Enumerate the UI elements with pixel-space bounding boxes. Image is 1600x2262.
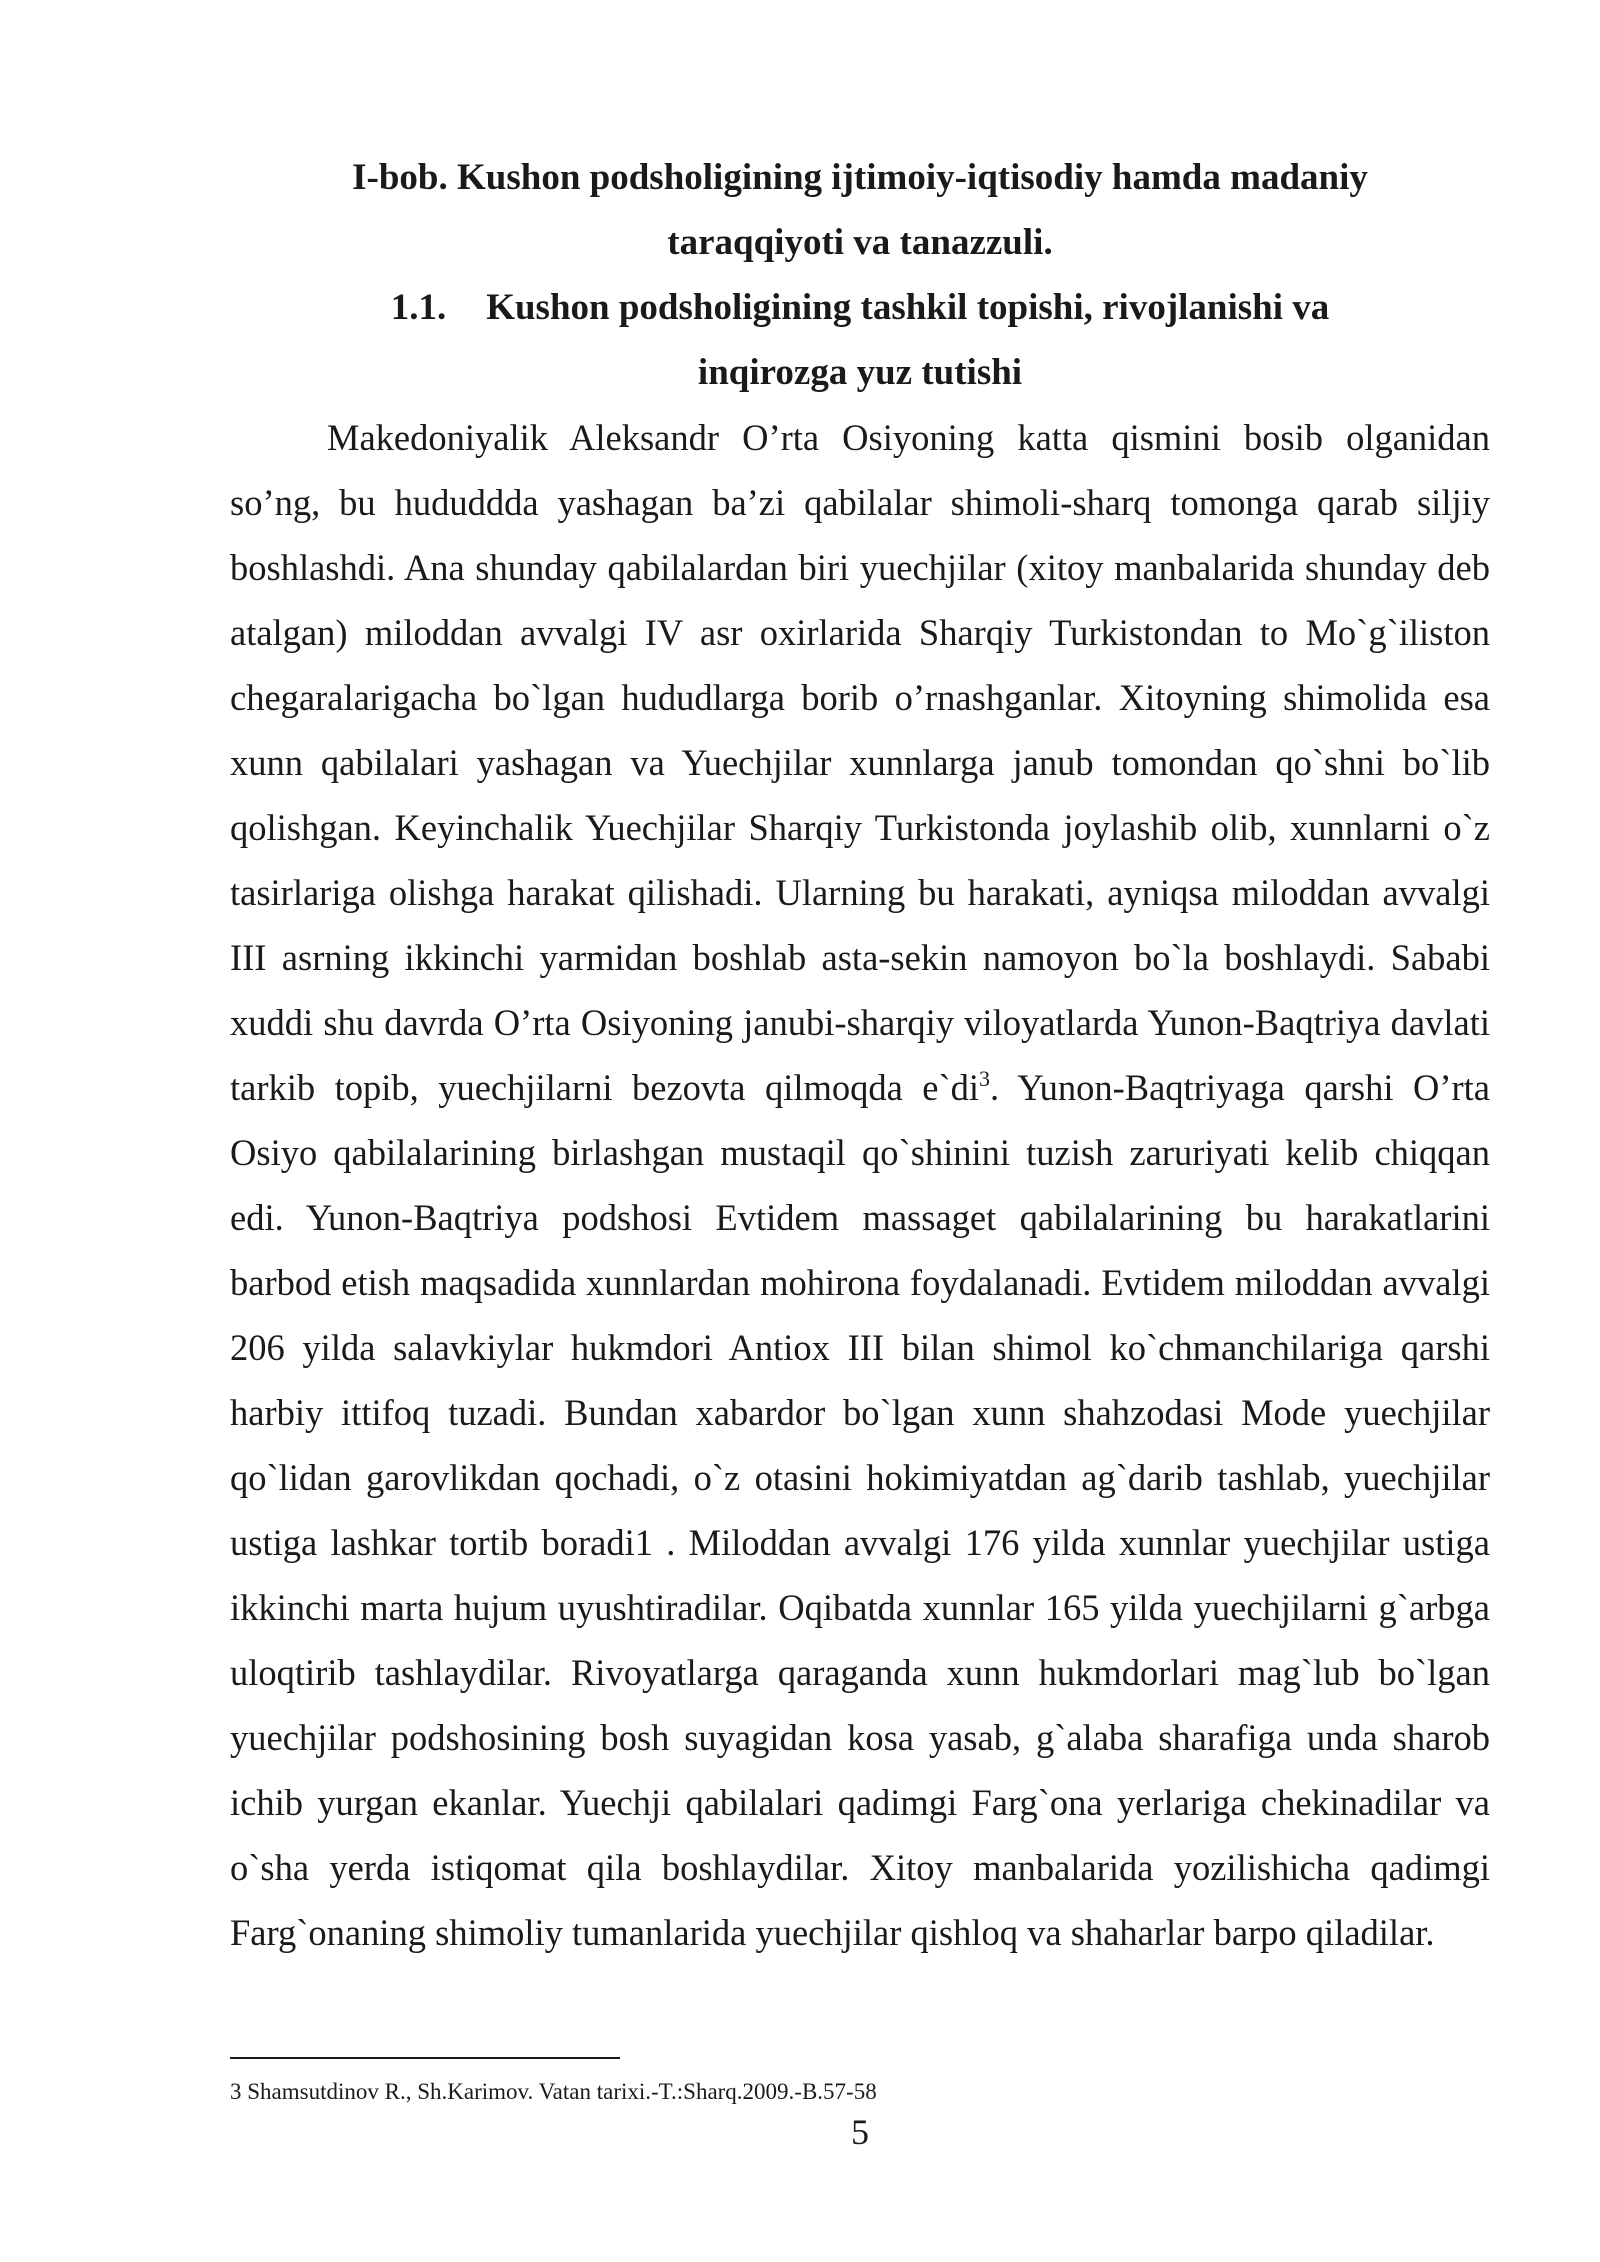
section-title-line1: Kushon podsholigining tashkil topishi, rivojlanishi va	[486, 287, 1330, 328]
body-paragraph	[230, 405, 1490, 1965]
page-number: 5	[851, 2112, 869, 2152]
section-title-line2: inqirozga yuz tutishi	[697, 352, 1023, 393]
footnote-separator	[230, 2057, 620, 2059]
section-heading	[230, 275, 1490, 405]
section-number: 1.1.	[390, 287, 447, 328]
chapter-title-line1: I-bob. Kushon podsholigining ijtimoiy-iqtisodiy hamda madaniy	[352, 157, 1368, 198]
footnote-reference: 3	[979, 1066, 991, 1091]
chapter-heading	[230, 145, 1490, 275]
chapter-title-line2: taraqqiyoti va tanazzuli.	[667, 222, 1053, 263]
footnote: 3 Shamsutdinov R., Sh.Karimov. Vatan tarixi.-T.:Sharq.2009.-B.57-58	[230, 2079, 877, 2104]
body-text-part1: Makedoniyalik Aleksandr O’rta Osiyoning katta qismini bosib olganidan so’ng, bu hududdda yashagan ba’zi qabilalar shimoli-sharq tomonga qarab siljiy boshlashdi. Ana shunday qabilalardan biri yuechjilar (xitoy manbalarida shunday deb atalgan) miloddan avvalgi IV asr oxirlarida Sharqiy Turkistondan to Mo`g`iliston chegaralarigacha bo`lgan hududlarga borib o’rnashganlar. Xitoyning shimolida esa xunn qabilalari yashagan va Yuechjilar xunnlarga janub tomondan qo`shni bo`lib qolishgan. Keyinchalik Yuechjilar Sharqiy Turkistonda joylashib olib, xunnlarni o`z tasirlariga olishga harakat qilishadi. Ularning bu harakati, ayniqsa miloddan avvalgi III asrning ikkinchi yarmidan boshlab asta-sekin namoyon bo`la boshlaydi. Sababi xuddi shu davrda O’rta Osiyoning janubi-sharqiy viloyatlarda Yunon-Baqtriya davlati tarkib topib, yuechjilarni bezovta qilmoqda e`di	[230, 417, 1490, 1108]
body-text-part2: . Yunon-Baqtriyaga qarshi O’rta Osiyo qabilalarining birlashgan mustaqil qo`shinini tuzish zaruriyati kelib chiqqan edi. Yunon-Baqtriya podshosi Evtidem massaget qabilalarining bu harakatlarini barbod etish maqsadida xunnlardan mohirona foydalanadi. Evtidem miloddan avvalgi 206 yilda salavkiylar hukmdori Antiox III bilan shimol ko`chmanchilariga qarshi harbiy ittifoq tuzadi. Bundan xabardor bo`lgan xunn shahzodasi Mode yuechjilar qo`lidan garovlikdan qochadi, o`z otasini hokimiyatdan ag`darib tashlab, yuechjilar ustiga lashkar tortib boradi1 . Miloddan avvalgi 176 yilda xunnlar yuechjilar ustiga ikkinchi marta hujum uyushtiradilar. Oqibatda xunnlar 165 yilda yuechjilarni g`arbga uloqtirib tashlaydilar. Rivoyatlarga qaraganda xunn hukmdorlari mag`lub bo`lgan yuechjilar podshosining bosh suyagidan kosa yasab, g`alaba sharafiga unda sharob ichib yurgan ekanlar. Yuechji qabilalari qadimgi Farg`ona yerlariga chekinadilar va o`sha yerda istiqomat qila boshlaydilar. Xitoy manbalarida yozilishicha qadimgi Farg`onaning shimoliy tumanlarida yuechjilar qishloq va shaharlar barpo qiladilar.	[230, 1067, 1490, 1953]
